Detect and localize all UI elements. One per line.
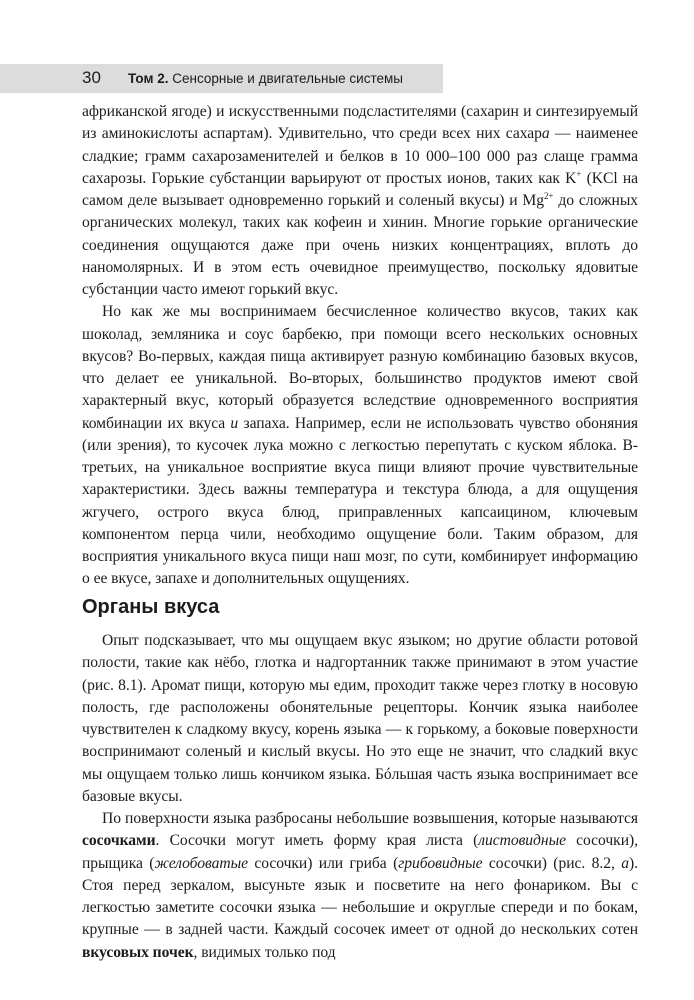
figure-subpanel-ref: а xyxy=(621,854,630,872)
body-text-bottom xyxy=(82,630,638,964)
paragraph-1-text: — наименее сладкие; грамм сахарозаменителей и белков в 10 000–100 000 раз слаще грамма сахарозы. Горькие субстанции варьируют от простых ионов, таких как K xyxy=(82,125,638,187)
running-head xyxy=(128,69,403,89)
paragraph-2 xyxy=(82,301,638,590)
paragraph-4-text: сосочки) или гриба ( xyxy=(247,854,399,872)
term-taste-buds: вкусовых почек xyxy=(82,943,194,961)
paragraph-2-text: запаха. Например, если не использовать чувство обоняния (или зрения), то кусочек лука можно с легкостью перепутать с куском яблока. В-третьих, на уникальное восприятие вкуса пищи влияют прочие чувствительные характеристики. Здесь важны температура и текстура блюда, а для ощущения жгучего, острого вкуса блюд, приправленных капсаицином, ключевым компонентом перца чили, необходимо ощущение боли. Таким образом, для восприятия уникального вкуса пищи наш мозг, по сути, комбинирует информацию о ее вкусе, запахе и дополнительных ощущениях. xyxy=(82,414,638,588)
paragraph-3 xyxy=(82,630,638,808)
paragraph-2-italic: и xyxy=(230,414,239,432)
paragraph-3-text: Опыт подсказывает, что мы ощущаем вкус языком; но другие области ротовой полости, такие как нёбо, глотка и надгортанник также принимают в этом участие (рис. 8.1). Аромат пищи, которую мы едим, проходит также через глотку в носовую полость, где расположены обонятельные рецепторы. Кончик языка наиболее чувствителен к сладкому вкусу, корень языка — к горькому, а боковые поверхности воспринимают соленый и кислый вкусы. Но это еще не значит, что сладкий вкус мы ощущаем только лишь кончиком языка. Бóльшая часть языка воспринимает все базовые вкусы. xyxy=(82,632,638,805)
paragraph-4-text: , видимых только под xyxy=(193,943,336,961)
volume-title: Сенсорные и двигательные системы xyxy=(172,71,403,86)
body-text-top xyxy=(82,101,638,591)
paragraph-4-text: сосочки), прыщика ( xyxy=(82,832,638,872)
term-vallate: желобоватые xyxy=(154,854,248,872)
section-heading: Органы вкуса xyxy=(82,596,220,618)
superscript-charge: 2+ xyxy=(543,191,554,201)
term-papillae: сосочками xyxy=(82,832,156,850)
superscript-charge: + xyxy=(576,168,582,179)
page-number: 30 xyxy=(82,68,101,87)
volume-label: Том 2. xyxy=(128,71,169,86)
term-foliate: листовидные xyxy=(478,832,566,850)
paragraph-4-text: ). Стоя перед зеркалом, высуньте язык и посветите на него фонариком. Вы с легкостью заметите сосочки языка — небольшие и округлые спереди и по бокам, крупные — в задней части. Каждый сосочек имеет от одной до нескольких сотен xyxy=(82,854,639,939)
paragraph-1-text: (KCl на самом деле вызывает одновременно горький и соленый вкусы) и Mg xyxy=(82,169,638,209)
paragraph-4-text: . Сосочки могут иметь форму края листа ( xyxy=(155,832,479,850)
paragraph-1-text: африканской ягоде) и искусственными подсластителями (сахарин и синтезируемый из аминокислоты аспартам). Удивительно, что среди всех них сахар xyxy=(82,103,638,143)
paragraph-1-text: до сложных органических молекул, таких как кофеин и хинин. Многие горькие органические соединения ощущаются даже при очень низких концентрациях, вплоть до наномолярных. И в этом есть очевидное преимущество, поскольку ядовитые субстанции часто имеют горький вкус. xyxy=(82,192,638,298)
paragraph-1-italic: а xyxy=(541,125,550,143)
paragraph-4 xyxy=(82,808,638,964)
paragraph-2-text: Но как же мы воспринимаем бесчисленное количество вкусов, таких как шоколад, земляника и соус барбекю, при помощи всего нескольких основных вкусов? Во-первых, каждая пища активирует разную комбинацию базовых вкусов, что делает ее уникальной. Во-вторых, большинство продуктов имеют свой характерный вкус, который образуется вследствие одновременного восприятия комбинации их вкуса xyxy=(82,303,638,432)
term-fungiform: грибовидные xyxy=(398,854,483,872)
paragraph-4-text: сосочки) (рис. 8.2, xyxy=(482,854,622,872)
paragraph-1 xyxy=(82,101,638,301)
paragraph-4-text: По поверхности языка разбросаны небольшие возвышения, которые называются xyxy=(102,810,638,827)
